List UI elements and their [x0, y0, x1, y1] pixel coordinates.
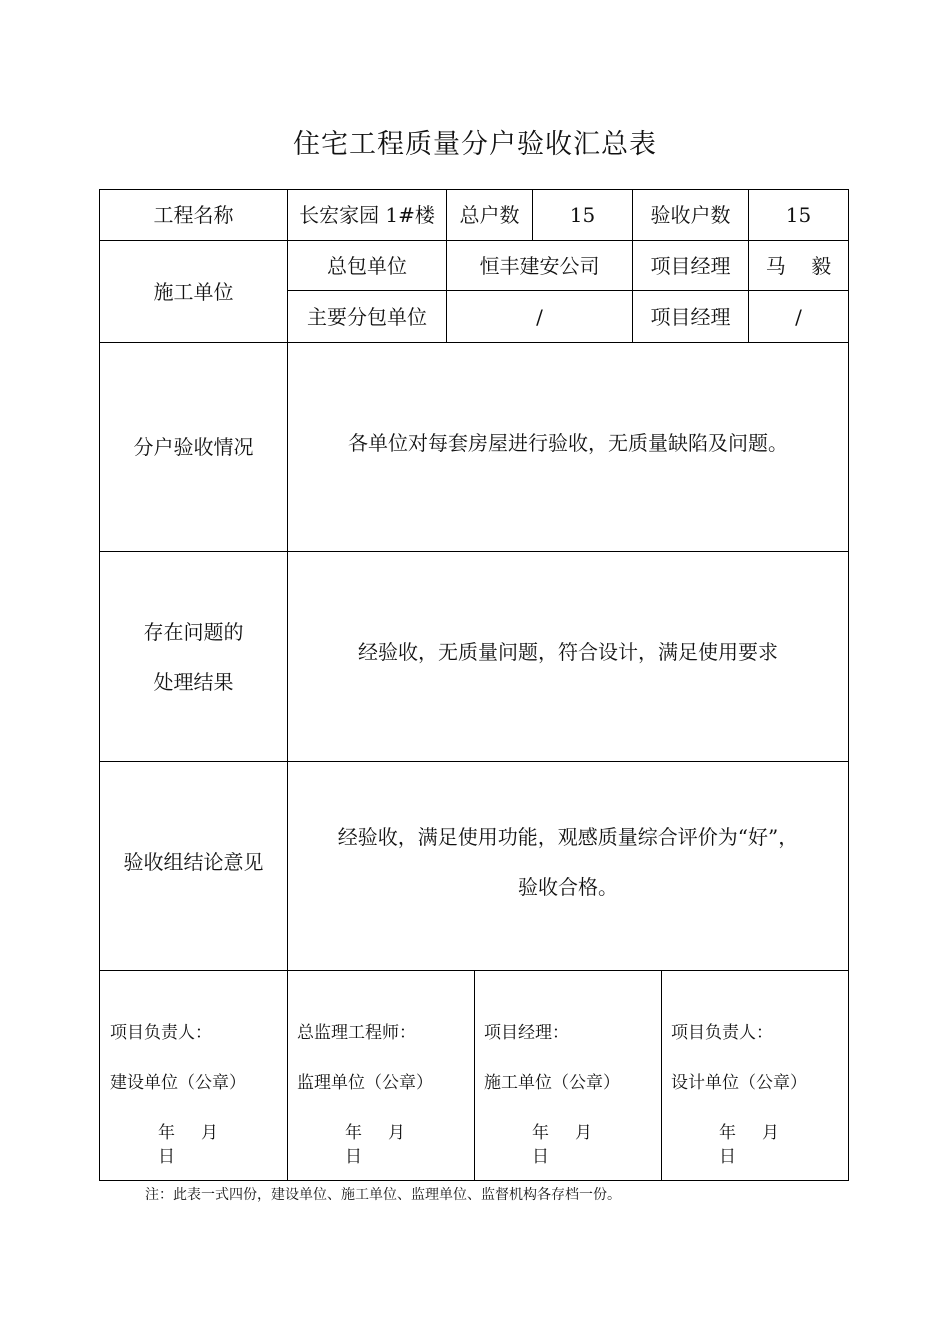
inspection-value: 各单位对每套房屋进行验收，无质量缺陷及问题。 — [348, 431, 788, 455]
conclusion-line1: 经验收，满足使用功能，观感质量综合评价为“好”， — [337, 825, 799, 849]
accepted-households-label: 验收户数 — [650, 203, 731, 227]
signature-role: 总监理工程师： — [297, 1023, 416, 1043]
subcontractor-value: / — [536, 304, 543, 329]
total-households-value: 15 — [569, 203, 596, 227]
signature-block-owner — [110, 1021, 285, 1171]
sub-manager-value: / — [795, 304, 802, 329]
sub-manager-label: 项目经理 — [650, 304, 731, 329]
project-name-value: 长宏家园 1#楼 — [299, 203, 435, 227]
issues-label-line2: 处理结果 — [153, 669, 234, 694]
project-name-label: 工程名称 — [153, 203, 234, 227]
signature-role: 项目负责人： — [110, 1023, 212, 1043]
signature-date: 年 月日 — [158, 1123, 218, 1167]
subcontractor-label: 主要分包单位 — [307, 304, 427, 329]
signature-unit: 建设单位（公章） — [110, 1073, 246, 1093]
signature-block-contractor — [484, 1021, 659, 1171]
footnote: 注：此表一式四份，建设单位、施工单位、监理单位、监督机构各存档一份。 — [145, 1187, 621, 1203]
general-contractor-value: 恒丰建安公司 — [479, 253, 600, 278]
conclusion-label: 验收组结论意见 — [123, 850, 264, 874]
accepted-households-value: 15 — [785, 203, 812, 227]
signature-date: 年 月日 — [532, 1123, 592, 1167]
conclusion-value — [288, 762, 848, 962]
table-rule — [474, 970, 475, 1181]
table-rule — [661, 970, 662, 1181]
inspection-label: 分户验收情况 — [133, 435, 254, 459]
project-manager-value: 马 毅 — [765, 253, 832, 278]
conclusion-line2: 验收合格。 — [518, 875, 618, 899]
signature-role: 项目负责人： — [671, 1023, 773, 1043]
issues-value: 经验收，无质量问题，符合设计，满足使用要求 — [358, 640, 778, 664]
signature-unit: 设计单位（公章） — [671, 1073, 807, 1093]
signature-date: 年 月日 — [719, 1123, 779, 1167]
construction-unit-label: 施工单位 — [153, 279, 234, 304]
signature-block-supervisor — [297, 1021, 472, 1171]
signature-date: 年 月日 — [345, 1123, 405, 1167]
issues-label-line1: 存在问题的 — [143, 619, 244, 644]
signature-unit: 施工单位（公章） — [484, 1073, 620, 1093]
document-title: 住宅工程质量分户验收汇总表 — [293, 129, 657, 160]
general-contractor-label: 总包单位 — [327, 253, 407, 278]
signature-unit: 监理单位（公章） — [297, 1073, 433, 1093]
issues-label — [100, 552, 287, 761]
signature-block-designer — [671, 1021, 846, 1171]
total-households-label: 总户数 — [459, 203, 520, 227]
signature-role: 项目经理： — [484, 1023, 569, 1043]
table-border-right — [848, 189, 849, 1181]
project-manager-label: 项目经理 — [650, 253, 731, 278]
